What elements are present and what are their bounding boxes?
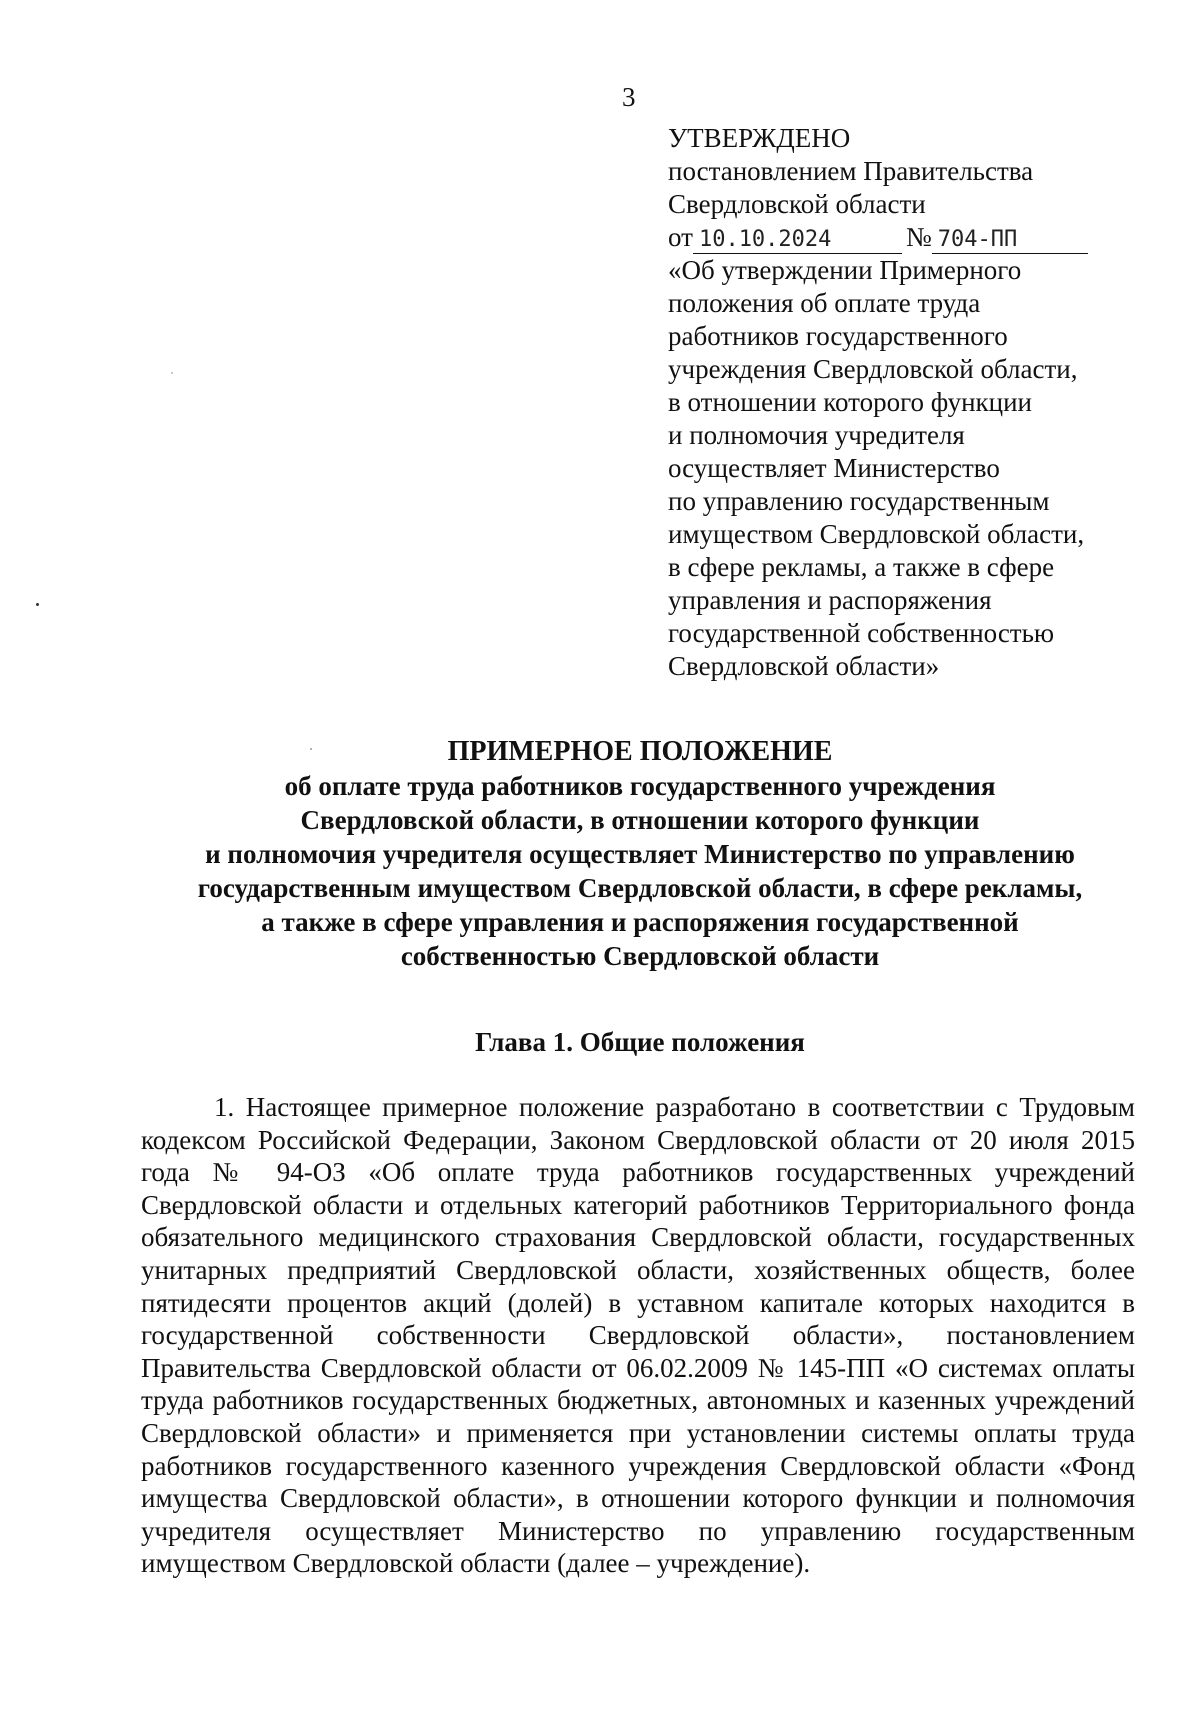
approval-title-line: осуществляет Министерство — [668, 453, 1000, 483]
approval-title-line: в отношении которого функции — [668, 387, 1032, 417]
approval-title-line: «Об утверждении Примерного — [668, 255, 1022, 285]
page-number: 3 — [622, 82, 636, 112]
chapter-heading: Глава 1. Общие положения — [475, 1027, 805, 1057]
scan-speck — [310, 748, 312, 750]
approval-heading: УТВЕРЖДЕНО — [668, 123, 851, 153]
approval-title-line: государственной собственностью — [668, 618, 1055, 648]
approval-line-2: Свердловской области — [668, 189, 926, 219]
document-title-line: об оплате труда работников государственного учреждения — [284, 771, 996, 801]
document-title-line: и полномочия учредителя осуществляет Министерство по управлению — [205, 839, 1075, 869]
document-title-line: Свердловской области, в отношении которого функции — [300, 805, 980, 835]
document-title-line: а также в сфере управления и распоряжения государственной — [261, 907, 1019, 937]
approval-title-line: управления и распоряжения — [668, 585, 992, 615]
date-value: 10.10.2024 — [693, 227, 902, 254]
scan-speck — [36, 603, 39, 606]
paragraph-1: 1. Настоящее примерное положение разработано в соответствии с Трудовым кодексом Российской Федерации, Законом Свердловской области от 20 июля 2015 года № 94-ОЗ «Об оплате труда работников государственных учреждений Свердловской области и отдельных категорий работников Территориального фонда обязательного медицинского страхования Свердловской области, государственных унитарных предприятий Свердловской области, хозяйственных обществ, более пятидесяти процентов акций (долей) в уставном капитале которых находится в государственной собственности Свердловской области», постановлением Правительства Свердловской области от 06.02.2009 № 145-ПП «О системах оплаты труда работников государственных бюджетных, автономных и казенных учреждений Свердловской области» и применяется при установлении системы оплаты труда работников государственного казенного учреждения Свердловской области «Фонд имущества Свердловской области», в отношении которого функции и полномочия учредителя осуществляет Министерство по управлению государственным имуществом Свердловской области (далее – учреждение). — [141, 1092, 1135, 1579]
number-prefix: № — [905, 222, 932, 252]
approval-line-1: постановлением Правительства — [668, 156, 1034, 186]
approval-date-line — [668, 221, 1138, 254]
document-title-main: ПРИМЕРНОЕ ПОЛОЖЕНИЕ — [447, 736, 833, 767]
approval-title-line: учреждения Свердловской области, — [668, 354, 1078, 384]
approval-title-line: работников государственного — [668, 321, 1008, 351]
approval-stamp — [668, 122, 1138, 683]
approval-title-line: имуществом Свердловской области, — [668, 519, 1085, 549]
date-prefix: от — [668, 222, 693, 252]
number-value: 704-ПП — [932, 227, 1088, 254]
scan-speck — [171, 372, 173, 374]
document-title — [150, 735, 1130, 973]
approval-title-line: Свердловской области» — [668, 651, 940, 681]
approval-title-line: положения об оплате труда — [668, 288, 981, 318]
document-title-line: государственным имуществом Свердловской области, в сфере рекламы, — [197, 873, 1083, 903]
approval-decree-title — [668, 254, 1138, 683]
approval-title-line: и полномочия учредителя — [668, 420, 965, 450]
approval-title-line: в сфере рекламы, а также в сфере — [668, 552, 1055, 582]
document-title-line: собственностью Свердловской области — [400, 941, 880, 971]
approval-title-line: по управлению государственным — [668, 486, 1050, 516]
